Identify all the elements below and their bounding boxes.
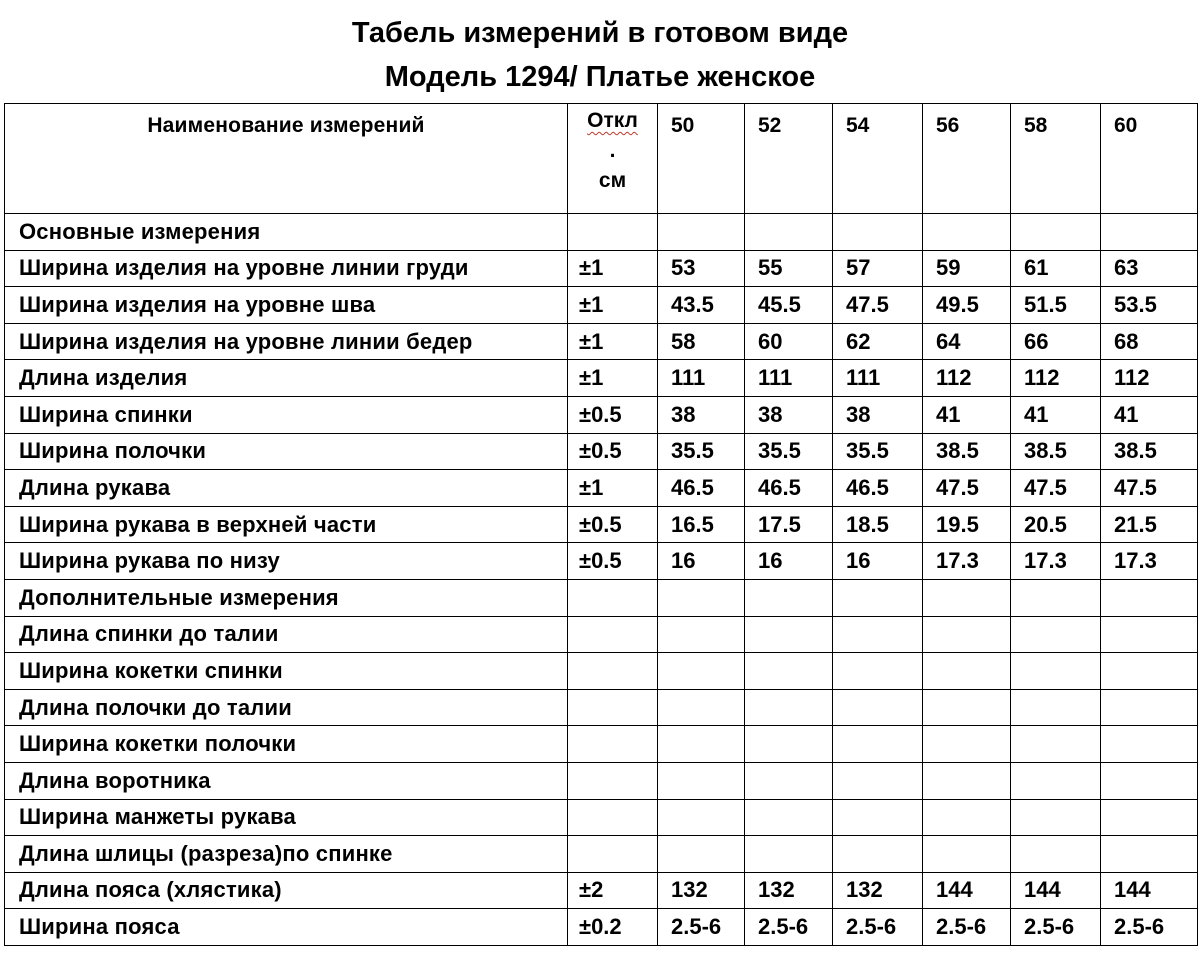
size-value-cell: 19.5 [923,506,1011,543]
table-row [5,799,1198,836]
measurement-name: Длина полочки до талии [5,689,568,726]
table-row [5,323,1198,360]
header-size: 58 [1011,104,1101,214]
table-row [5,543,1198,580]
size-value-cell: 144 [1101,872,1198,909]
measurement-name: Длина шлицы (разреза)по спинке [5,836,568,873]
size-value-cell: 2.5-6 [1011,909,1101,946]
table-row [5,287,1198,324]
size-value-cell: 16 [833,543,923,580]
size-value-cell [1011,762,1101,799]
size-value-cell: 111 [658,360,745,397]
size-value-cell: 132 [658,872,745,909]
size-value-cell [1011,653,1101,690]
size-value-cell: 2.5-6 [1101,909,1198,946]
size-value-cell: 63 [1101,250,1198,287]
size-value-cell: 60 [745,323,833,360]
size-value-cell [833,579,923,616]
size-value-cell [833,762,923,799]
size-value-cell: 20.5 [1011,506,1101,543]
size-value-cell: 38 [833,396,923,433]
size-value-cell [1011,579,1101,616]
size-value-cell [1101,214,1198,251]
size-value-cell [658,653,745,690]
measurement-name: Длина спинки до талии [5,616,568,653]
size-value-cell: 59 [923,250,1011,287]
tolerance-cell [568,762,658,799]
header-tolerance-abbr: Откл [587,109,638,132]
size-value-cell [658,689,745,726]
size-value-cell: 132 [745,872,833,909]
size-value-cell: 112 [923,360,1011,397]
size-value-cell [1101,689,1198,726]
table-row [5,762,1198,799]
measurement-name: Длина воротника [5,762,568,799]
measurement-name: Ширина изделия на уровне линии груди [5,250,568,287]
measurement-name: Ширина спинки [5,396,568,433]
size-value-cell: 45.5 [745,287,833,324]
tolerance-cell: ±0.2 [568,909,658,946]
measurement-name: Ширина кокетки спинки [5,653,568,690]
measurement-name: Ширина изделия на уровне линии бедер [5,323,568,360]
tolerance-cell [568,799,658,836]
table-row [5,836,1198,873]
size-value-cell: 64 [923,323,1011,360]
measurement-table [4,103,1198,946]
measurement-name: Ширина пояса [5,909,568,946]
table-row [5,360,1198,397]
size-value-cell [923,799,1011,836]
table-row [5,214,1198,251]
size-value-cell [1011,726,1101,763]
measurement-name: Ширина кокетки полочки [5,726,568,763]
size-value-cell [1011,836,1101,873]
size-value-cell [745,726,833,763]
tolerance-cell [568,653,658,690]
size-value-cell [658,726,745,763]
size-value-cell: 38 [658,396,745,433]
tolerance-cell: ±1 [568,360,658,397]
size-value-cell: 16.5 [658,506,745,543]
header-size: 60 [1101,104,1198,214]
size-value-cell: 18.5 [833,506,923,543]
size-value-cell [833,799,923,836]
size-value-cell: 17.3 [1101,543,1198,580]
size-value-cell: 53 [658,250,745,287]
size-value-cell: 17.3 [923,543,1011,580]
size-value-cell [1011,616,1101,653]
size-value-cell [1101,726,1198,763]
tolerance-cell: ±1 [568,470,658,507]
size-value-cell: 66 [1011,323,1101,360]
size-value-cell [745,616,833,653]
size-value-cell: 55 [745,250,833,287]
size-value-cell [745,762,833,799]
measurement-name: Ширина манжеты рукава [5,799,568,836]
size-value-cell [658,836,745,873]
table-row [5,872,1198,909]
size-value-cell [833,836,923,873]
size-value-cell [833,726,923,763]
size-value-cell [833,689,923,726]
size-value-cell: 144 [1011,872,1101,909]
size-value-cell: 46.5 [745,470,833,507]
size-value-cell [745,689,833,726]
size-value-cell: 46.5 [658,470,745,507]
table-row [5,616,1198,653]
tolerance-cell: ±0.5 [568,543,658,580]
tolerance-cell [568,579,658,616]
size-value-cell: 35.5 [658,433,745,470]
size-value-cell [1101,616,1198,653]
tolerance-cell [568,689,658,726]
size-value-cell: 41 [1101,396,1198,433]
tolerance-cell: ±0.5 [568,433,658,470]
tolerance-cell: ±0.5 [568,506,658,543]
size-value-cell [833,214,923,251]
size-value-cell: 49.5 [923,287,1011,324]
measurement-name: Дополнительные измерения [5,579,568,616]
size-value-cell [923,689,1011,726]
size-value-cell [745,653,833,690]
tolerance-cell [568,726,658,763]
table-row [5,433,1198,470]
size-value-cell [923,579,1011,616]
size-value-cell [923,762,1011,799]
header-tolerance-dot: . [609,139,616,162]
size-value-cell: 61 [1011,250,1101,287]
size-value-cell [1101,653,1198,690]
header-size: 50 [658,104,745,214]
size-value-cell: 111 [833,360,923,397]
size-value-cell: 57 [833,250,923,287]
measurement-name: Ширина рукава в верхней части [5,506,568,543]
tolerance-cell: ±1 [568,287,658,324]
size-value-cell: 2.5-6 [923,909,1011,946]
table-row [5,396,1198,433]
size-value-cell: 68 [1101,323,1198,360]
size-value-cell [923,653,1011,690]
size-value-cell [1011,799,1101,836]
size-value-cell [1011,689,1101,726]
size-value-cell: 21.5 [1101,506,1198,543]
table-row [5,470,1198,507]
size-value-cell: 46.5 [833,470,923,507]
size-value-cell: 53.5 [1101,287,1198,324]
size-value-cell: 41 [923,396,1011,433]
size-value-cell: 144 [923,872,1011,909]
table-row [5,726,1198,763]
size-value-cell [923,836,1011,873]
model-subtitle: Модель 1294/ Платье женское [384,61,816,93]
size-value-cell: 16 [658,543,745,580]
header-size: 52 [745,104,833,214]
tolerance-cell: ±1 [568,250,658,287]
size-value-cell: 38.5 [1011,433,1101,470]
size-value-cell: 2.5-6 [833,909,923,946]
size-value-cell [658,579,745,616]
size-value-cell: 43.5 [658,287,745,324]
measurement-name: Ширина изделия на уровне шва [5,287,568,324]
size-value-cell: 47.5 [1101,470,1198,507]
size-value-cell: 38 [745,396,833,433]
table-row [5,579,1198,616]
tolerance-cell: ±1 [568,323,658,360]
size-value-cell: 111 [745,360,833,397]
size-value-cell [745,214,833,251]
tolerance-cell: ±0.5 [568,396,658,433]
tolerance-cell [568,616,658,653]
size-value-cell [658,616,745,653]
size-value-cell [833,616,923,653]
size-value-cell: 112 [1011,360,1101,397]
size-value-cell [1101,762,1198,799]
size-value-cell [658,762,745,799]
size-value-cell [923,616,1011,653]
size-value-cell: 51.5 [1011,287,1101,324]
size-value-cell: 38.5 [923,433,1011,470]
measurement-name: Длина изделия [5,360,568,397]
size-value-cell: 38.5 [1101,433,1198,470]
size-value-cell: 62 [833,323,923,360]
table-row [5,909,1198,946]
header-tolerance [568,104,658,214]
size-value-cell: 58 [658,323,745,360]
measurement-name: Длина пояса (хлястика) [5,872,568,909]
size-value-cell [923,726,1011,763]
size-value-cell [833,653,923,690]
size-value-cell: 41 [1011,396,1101,433]
measurement-name: Длина рукава [5,470,568,507]
tolerance-cell [568,836,658,873]
table-row [5,689,1198,726]
measurement-name: Ширина рукава по низу [5,543,568,580]
size-value-cell: 47.5 [833,287,923,324]
size-value-cell: 17.5 [745,506,833,543]
size-value-cell [745,836,833,873]
size-value-cell [745,579,833,616]
tolerance-cell [568,214,658,251]
size-value-cell [1101,579,1198,616]
size-value-cell: 17.3 [1011,543,1101,580]
measurement-name: Основные измерения [5,214,568,251]
size-value-cell: 35.5 [833,433,923,470]
size-value-cell [923,214,1011,251]
table-row [5,506,1198,543]
size-value-cell: 132 [833,872,923,909]
table-row [5,653,1198,690]
size-value-cell: 112 [1101,360,1198,397]
header-size: 54 [833,104,923,214]
size-value-cell [658,214,745,251]
header-row [5,104,1198,214]
tolerance-cell: ±2 [568,872,658,909]
header-size: 56 [923,104,1011,214]
size-value-cell: 47.5 [1011,470,1101,507]
measurement-name: Ширина полочки [5,433,568,470]
header-name: Наименование измерений [5,104,568,214]
table-row [5,250,1198,287]
size-value-cell [658,799,745,836]
size-value-cell: 2.5-6 [745,909,833,946]
header-tolerance-unit: см [598,169,627,192]
size-value-cell [1011,214,1101,251]
size-value-cell [745,799,833,836]
size-value-cell: 16 [745,543,833,580]
size-value-cell: 2.5-6 [658,909,745,946]
size-value-cell [1101,836,1198,873]
size-value-cell: 35.5 [745,433,833,470]
table-title: Табель измерений в готовом виде [351,17,849,49]
size-value-cell: 47.5 [923,470,1011,507]
size-value-cell [1101,799,1198,836]
